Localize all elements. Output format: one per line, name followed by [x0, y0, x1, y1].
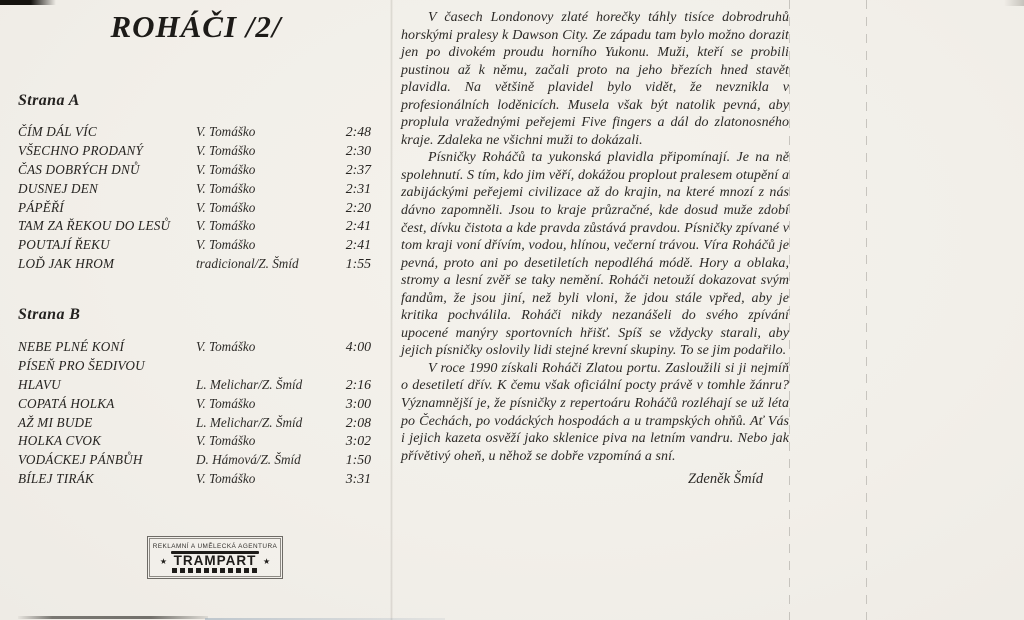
- track-time: 4:00: [345, 339, 371, 354]
- track-credit: V. Tomáško: [196, 142, 256, 158]
- track-title: PÁPĚŘÍ: [18, 199, 64, 215]
- track-row: [18, 433, 371, 452]
- track-title: ČÍM DÁL VÍC: [18, 124, 97, 139]
- track-time: 2:41: [345, 237, 371, 253]
- track-title: ČAS DOBRÝCH DNŮ: [18, 161, 140, 177]
- track-time: 1:55: [345, 256, 371, 272]
- liner-notes-paragraph: V časech Londonovy zlaté horečky táhly tisíce dobrodruhů horskými pralesy k Dawson City. Ze západu tam bylo možno dorazit jen po divokém proudu horního Yukonu. Muži, kteří se probili pustinou až k němu, začali proto na jeho březích hned stavět plavidla. Na většině plavidel bylo vidět, že nevznikla v profesionálních loděnicích. Musela však být natolik pevná, aby proplula vražednými peřejemi Five fingers a dál do zlatonosného kraje. Zdaleka ne všichni muži to dokázali.: [401, 10, 789, 148]
- track-credit: V. Tomáško: [196, 395, 256, 411]
- track-row: [18, 124, 371, 143]
- track-title: COPATÁ HOLKA: [18, 395, 115, 411]
- track-credit: V. Tomáško: [196, 199, 256, 215]
- track-credit: V. Tomáško: [196, 339, 256, 354]
- star-icon: ★: [263, 557, 271, 566]
- track-credit: L. Melichar/Z. Šmíd: [196, 414, 303, 430]
- track-title: POUTAJÍ ŘEKU: [18, 237, 110, 253]
- track-credit: L. Melichar/Z. Šmíd: [196, 376, 303, 392]
- track-row: [18, 358, 371, 377]
- track-credit: V. Tomáško: [196, 433, 256, 449]
- side-b-heading: Strana B: [18, 306, 81, 323]
- logo-brand-row: [160, 551, 270, 573]
- track-row: [18, 377, 371, 396]
- track-time: 2:30: [345, 142, 371, 158]
- fold-line-dashed-1: [789, 0, 790, 620]
- track-time: 3:31: [345, 471, 371, 487]
- star-icon: ★: [159, 557, 167, 566]
- track-row: [18, 162, 371, 181]
- track-time: 3:02: [345, 433, 371, 449]
- track-title: BÍLEJ TIRÁK: [18, 471, 94, 487]
- track-title: VODÁCKEJ PÁNBŮH: [18, 452, 143, 468]
- track-row: [18, 181, 371, 200]
- track-row: [18, 471, 371, 490]
- track-credit: V. Tomáško: [196, 471, 256, 487]
- track-row: [18, 396, 371, 415]
- track-time: 2:41: [345, 218, 371, 234]
- track-title: NEBE PLNÉ KONÍ: [18, 339, 125, 354]
- track-row: [18, 143, 371, 162]
- album-title: ROHÁČI /2/: [110, 9, 282, 44]
- track-time: 2:31: [345, 180, 371, 196]
- track-title: HLAVU: [18, 376, 61, 392]
- track-time: 2:20: [345, 199, 371, 215]
- track-credit: V. Tomáško: [196, 237, 256, 253]
- track-title: PÍSEŇ PRO ŠEDIVOU: [18, 357, 145, 373]
- logo-block-strip: [172, 568, 258, 573]
- track-row: [18, 415, 371, 434]
- track-credit: V. Tomáško: [196, 180, 256, 196]
- track-row: [18, 339, 371, 358]
- track-time: 2:16: [345, 376, 371, 392]
- track-title: DUSNEJ DEN: [18, 180, 99, 196]
- logo-wordmark: [171, 551, 259, 573]
- track-credit: V. Tomáško: [196, 124, 256, 139]
- track-title: LOĎ JAK HROM: [18, 256, 115, 272]
- logo-brand-text: TRAMPART: [173, 552, 257, 569]
- track-credit: tradicional/Z. Šmíd: [196, 256, 299, 272]
- track-time: 1:50: [345, 452, 371, 468]
- author-signature: Zdeněk Šmíd: [687, 471, 763, 488]
- track-credit: V. Tomáško: [196, 218, 256, 234]
- track-card-panel: [0, 0, 392, 620]
- track-title: VŠECHNO PRODANÝ: [18, 142, 143, 158]
- track-row: [18, 218, 371, 237]
- side-a-heading: Strana A: [18, 92, 80, 109]
- liner-notes: [401, 9, 789, 489]
- track-time: 2:48: [345, 124, 371, 139]
- track-title: TAM ZA ŘEKOU DO LESŮ: [18, 218, 171, 234]
- track-row: [18, 200, 371, 219]
- track-title: AŽ MI BUDE: [18, 414, 93, 430]
- trampart-logo: [147, 536, 283, 579]
- side-a-track-list: [18, 124, 371, 275]
- liner-notes-paragraph: V roce 1990 získali Roháči Zlatou portu. Zasloužili si ji nejmíň o desetiletí dřív. K čemu však oficiální pocty právě v tomhle žánru? Významnější je, že písničky z repertoáru Roháčů rozléhají se už léta po Čechách, po vodáckých hospodách a u trampských ohňů. Ať Vás i jejich kazeta osvěží jako sklenice piva na letním vandru. Nebo jak přívětivý oheň, u něhož se dobře vzpomíná a sní.: [401, 360, 789, 464]
- track-time: 2:08: [345, 414, 371, 430]
- scan-edge-mark-top-right: [1004, 0, 1024, 6]
- track-title: HOLKA CVOK: [18, 433, 102, 449]
- track-credit: D. Hámová/Z. Šmíd: [196, 452, 301, 468]
- track-time: 3:00: [345, 395, 371, 411]
- track-credit: V. Tomáško: [196, 161, 256, 177]
- trampart-logo-inner: [149, 538, 281, 577]
- track-row: [18, 256, 371, 275]
- track-row: [18, 237, 371, 256]
- logo-agency-line: REKLAMNÍ A UMĚLECKÁ AGENTURA: [152, 543, 278, 551]
- liner-notes-paragraph: Písničky Roháčů ta yukonská plavidla připomínají. Je na ně spolehnutí. S tím, kdo jim věří, dokážou proplout pralesem otupění a zabijáckými peřejemi civilizace až do krajin, na které mnozí z nás dávno zapomněli. Jsou to kraje průzračné, kde dosud muže zdobí čest, dívku čistota a kde pravda zůstává pravdou. Písničky zpívané v tom kraji voní dřívím, vodou, hlínou, večerní trávou. Víra Roháčů je pevná, proto ani po desetiletích nepodléhá módě. Hory a oblaka, stromy a lesní zvěř se taky nemění. Roháči netouží dokazovat svým fandům, že jsou jiní, než byli vloni, že jdou stále vpřed, aby je kritika pochválila. Roháči nikdy nezanášeli do svého zpívání upocené manýry sportovních hřišť. Spíš se vždycky starali, aby jejich písničky oslovily lidi stejné krevní skupiny. To se jim podařilo.: [401, 150, 789, 359]
- fold-line-dashed-2: [866, 0, 867, 620]
- track-row: [18, 452, 371, 471]
- side-b-track-list: [18, 339, 371, 490]
- track-time: 2:37: [345, 161, 371, 177]
